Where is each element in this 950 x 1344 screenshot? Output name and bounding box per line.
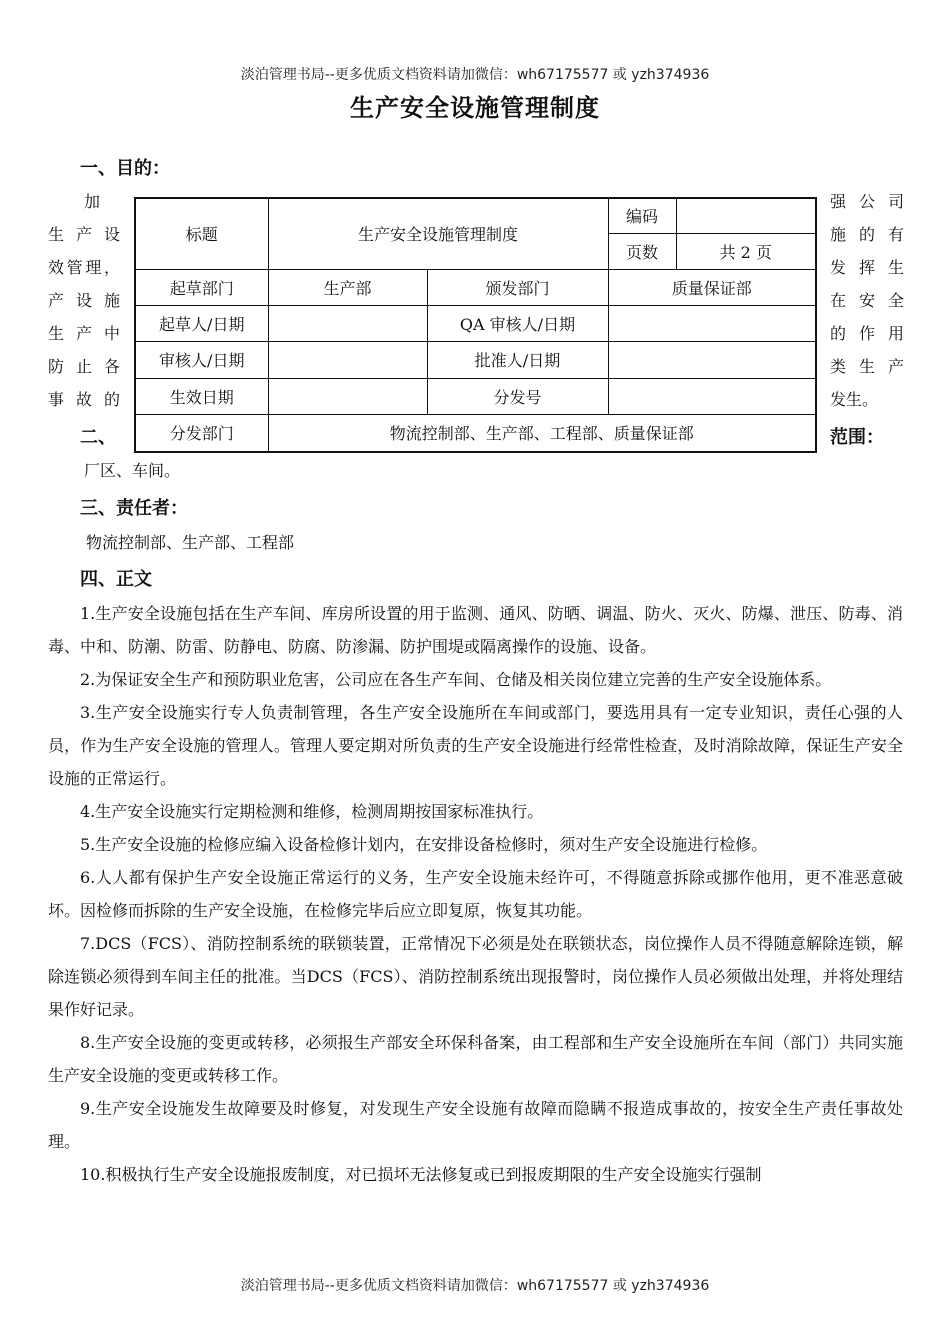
- body-paragraph: 10.积极执行生产安全设施报废制度，对已损坏无法修复或已到报废期限的生产安全设施实行强制: [80, 1165, 762, 1184]
- value-drafter: [268, 305, 427, 341]
- right-column-line: 发生。: [830, 390, 879, 409]
- value-title: 生产安全设施管理制度: [268, 198, 608, 269]
- section-purpose-heading: 一、目的：: [80, 158, 170, 179]
- value-approver: [608, 341, 816, 378]
- body-paragraph: 5.生产安全设施的检修应编入设备检修计划内，在安排设备检修时，须对生产安全设施进行检修。: [80, 835, 768, 854]
- right-column-line: 施 的 有: [830, 225, 904, 244]
- left-column-line: 产 设 施: [48, 291, 120, 310]
- label-qa-reviewer: QA 审核人/日期: [427, 305, 608, 341]
- document-title: 生产安全设施管理制度: [350, 94, 600, 122]
- right-column-line: 的 作 用: [830, 324, 904, 343]
- label-pages: 页数: [608, 233, 676, 269]
- label-draft-dept: 起草部门: [135, 269, 268, 305]
- left-column-line: 防 止 各: [48, 357, 120, 376]
- label-reviewer: 审核人/日期: [135, 341, 268, 378]
- body-paragraph: 3.生产安全设施实行专人负责制管理，各生产安全设施所在车间或部门，要选用具有一定专业知识，责任心强的人员，作为生产安全设施的管理人。管理人要定期对所负责的生产安全设施进行经常性检查，及时消除故障，保证生产安全设施的正常运行。: [48, 703, 903, 788]
- left-column-line: 加: [84, 192, 101, 211]
- left-overlap-column: [48, 185, 120, 416]
- footer-watermark-note: 淡泊管理书局--更多优质文档资料请加微信：wh67175577 或 yzh374936: [240, 1278, 710, 1294]
- value-qa-reviewer: [608, 305, 816, 341]
- label-distribution-dept: 分发部门: [135, 414, 268, 452]
- right-column-line: 强 公 司: [830, 192, 904, 211]
- document-info-table: [134, 197, 817, 453]
- label-code: 编码: [608, 198, 676, 233]
- left-column-line: 效管理，: [48, 258, 120, 277]
- body-paragraph: 4.生产安全设施实行定期检测和维修，检测周期按国家标准执行。: [80, 802, 544, 821]
- value-draft-dept: 生产部: [268, 269, 427, 305]
- label-issue-dept: 颁发部门: [427, 269, 608, 305]
- value-distribution-dept: 物流控制部、生产部、工程部、质量保证部: [268, 414, 816, 452]
- body-paragraph: 8.生产安全设施的变更或转移，必须报生产部安全环保科备案，由工程部和生产安全设施所在车间（部门）共同实施生产安全设施的变更或转移工作。: [48, 1033, 903, 1085]
- section-responsible-heading: 三、责任者：: [80, 498, 188, 519]
- right-column-line: 发 挥 生: [830, 258, 904, 277]
- label-drafter: 起草人/日期: [135, 305, 268, 341]
- responsible-text: 物流控制部、生产部、工程部: [86, 533, 295, 552]
- right-overlap-column: [830, 185, 904, 416]
- value-distribution-no: [608, 378, 816, 414]
- label-distribution-no: 分发号: [427, 378, 608, 414]
- label-approver: 批准人/日期: [427, 341, 608, 378]
- right-column-line: 在 安 全: [830, 291, 904, 310]
- body-paragraph: 6.人人都有保护生产安全设施正常运行的义务，生产安全设施未经许可，不得随意拆除或挪作他用，更不准恶意破坏。因检修而拆除的生产安全设施，在检修完毕后应立即复原，恢复其功能。: [48, 868, 903, 920]
- value-issue-dept: 质量保证部: [608, 269, 816, 305]
- left-column-line: 生 产 中: [48, 324, 120, 343]
- header-watermark-note: 淡泊管理书局--更多优质文档资料请加微信：wh67175577 或 yzh374936: [240, 67, 710, 83]
- value-effective-date: [268, 378, 427, 414]
- left-column-line: 事 故 的: [48, 390, 120, 409]
- section-body-heading: 四、正文: [80, 569, 152, 590]
- label-effective-date: 生效日期: [135, 378, 268, 414]
- scope-text: 厂区、车间。: [84, 461, 181, 480]
- section-scope-heading: 二、: [80, 427, 116, 448]
- body-paragraph: 1.生产安全设施包括在生产车间、库房所设置的用于监测、通风、防晒、调温、防火、灭火、防爆、泄压、防毒、消毒、中和、防潮、防雷、防静电、防腐、防渗漏、防护围堤或隔离操作的设施、设备。: [48, 604, 903, 656]
- label-title: 标题: [135, 198, 268, 269]
- value-reviewer: [268, 341, 427, 378]
- value-pages: 共 2 页: [676, 233, 816, 269]
- body-paragraph: 7.DCS（FCS）、消防控制系统的联锁装置，正常情况下必须是处在联锁状态，岗位操作人员不得随意解除连锁，解除连锁必须得到车间主任的批准。当DCS（FCS）、消防控制系统出现报警时，岗位操作人员必须做出处理，并将处理结果作好记录。: [48, 934, 903, 1019]
- body-paragraph: 9.生产安全设施发生故障要及时修复，对发现生产安全设施有故障而隐瞒不报造成事故的，按安全生产责任事故处理。: [48, 1099, 903, 1151]
- right-column-line: 类 生 产: [830, 357, 904, 376]
- left-column-line: 生 产 设: [48, 225, 120, 244]
- body-paragraph: 2.为保证安全生产和预防职业危害，公司应在各生产车间、仓储及相关岗位建立完善的生产安全设施体系。: [80, 670, 832, 689]
- body-paragraphs: [48, 597, 903, 1191]
- value-code: [676, 198, 816, 233]
- section-scope-heading-suffix: 范围：: [830, 427, 884, 448]
